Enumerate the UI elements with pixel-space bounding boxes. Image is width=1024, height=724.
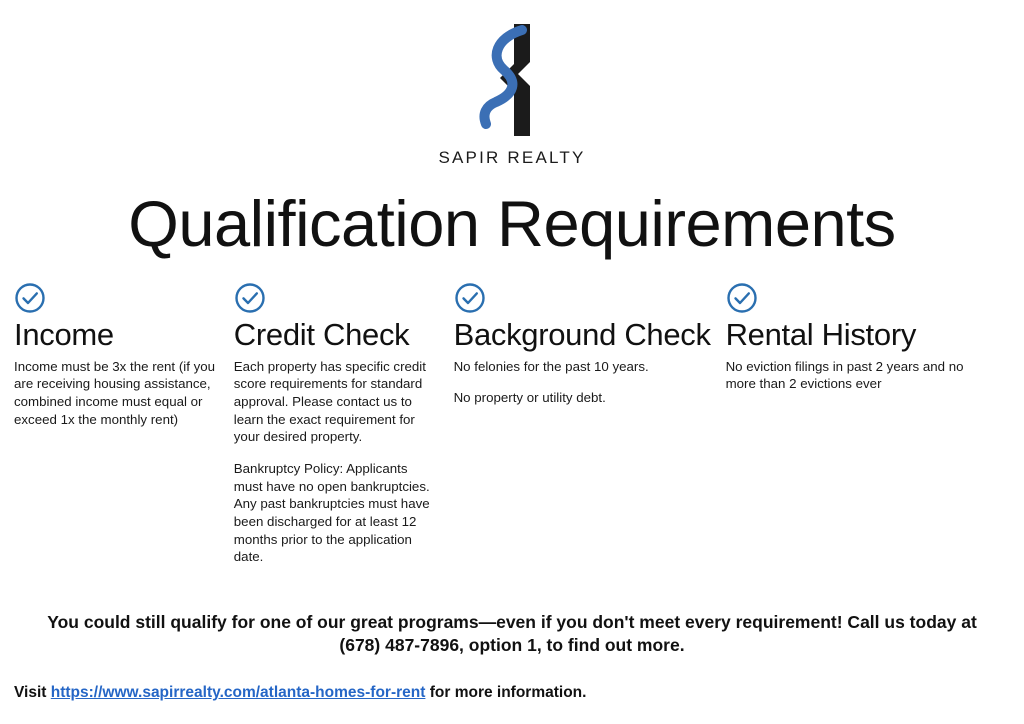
column-paragraph: Income must be 3x the rent (if you are receiving housing assistance, combined income must equal or exceed 1x the monthly rent) bbox=[14, 358, 216, 427]
column-paragraph: No eviction filings in past 2 years and no more than 2 evictions ever bbox=[725, 358, 964, 392]
footer bbox=[0, 611, 1024, 702]
sapir-s-logo-icon bbox=[452, 16, 572, 146]
brand-logo bbox=[0, 0, 1024, 168]
column-paragraph-bankruptcy: Bankruptcy Policy: Applicants must have no open bankruptcies. Any past bankruptcies must have been discharged for at least 12 months prior to the application date. bbox=[233, 461, 430, 565]
check-circle-icon bbox=[14, 282, 46, 314]
requirement-column-income bbox=[14, 282, 234, 428]
column-heading: Income bbox=[14, 317, 114, 353]
page-title: Qualification Requirements bbox=[128, 187, 896, 260]
footer-visit-line bbox=[14, 684, 1010, 702]
footer-visit-suffix: for more information. bbox=[425, 684, 587, 701]
requirement-column-credit-check bbox=[234, 282, 454, 566]
check-circle-icon bbox=[454, 282, 486, 314]
column-heading: Rental History bbox=[725, 317, 917, 353]
requirements-columns bbox=[0, 258, 1024, 566]
website-link[interactable]: https://www.sapirrealty.com/atlanta-homes-for-rent bbox=[50, 684, 426, 701]
column-paragraph: No felonies for the past 10 years. bbox=[453, 358, 649, 374]
check-circle-icon bbox=[234, 282, 266, 314]
footer-visit-prefix: Visit bbox=[14, 684, 51, 701]
footer-call-to-action: You could still qualify for one of our great programs—even if you don't meet every requirement! Call us today at (678) 487-7896, option 1, to find out more. bbox=[47, 611, 977, 656]
column-heading: Credit Check bbox=[233, 317, 410, 353]
brand-wordmark: SAPIR REALTY bbox=[438, 148, 586, 167]
requirement-column-rental-history bbox=[726, 282, 1010, 393]
column-paragraph: Each property has specific credit score requirements for standard approval. Please contact us to learn the exact requirement for your desired property. bbox=[233, 358, 426, 445]
check-circle-icon bbox=[726, 282, 758, 314]
requirement-column-background-check bbox=[454, 282, 726, 407]
column-heading: Background Check bbox=[453, 317, 711, 353]
column-paragraph-debt: No property or utility debt. bbox=[453, 390, 606, 406]
